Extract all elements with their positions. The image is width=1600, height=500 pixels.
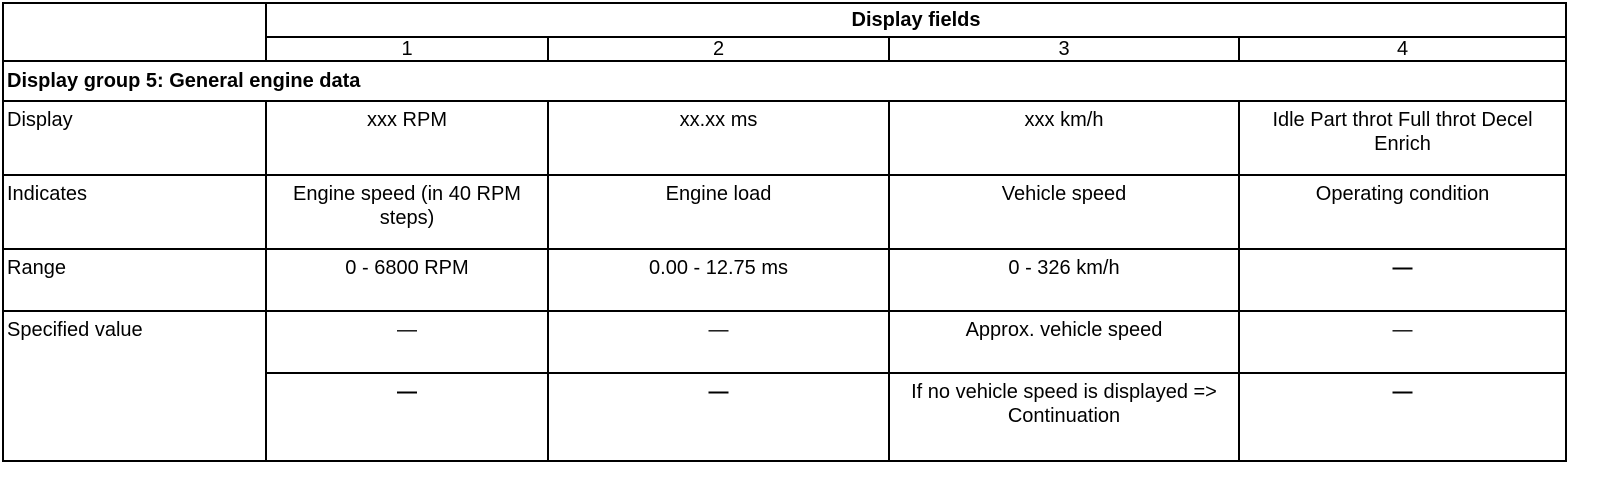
specified-cell-2a: — <box>548 311 889 373</box>
row-label-range: Range <box>3 249 266 311</box>
specified-cell-4b: — <box>1239 373 1566 461</box>
field-number-1: 1 <box>266 37 548 61</box>
table-row <box>3 101 1566 175</box>
table-row <box>3 249 1566 311</box>
display-fields-header: Display fields <box>266 3 1566 37</box>
field-number-2: 2 <box>548 37 889 61</box>
table-row <box>3 311 1566 373</box>
row-label-specified-value: Specified value <box>3 311 266 461</box>
range-cell-1: 0 - 6800 RPM <box>266 249 548 311</box>
specified-cell-1b: — <box>266 373 548 461</box>
display-cell-3: xxx km/h <box>889 101 1239 175</box>
specified-cell-1a: — <box>266 311 548 373</box>
field-number-3: 3 <box>889 37 1239 61</box>
display-group-title: Display group 5: General engine data <box>3 61 1566 101</box>
indicates-cell-3: Vehicle speed <box>889 175 1239 249</box>
display-cell-1: xxx RPM <box>266 101 548 175</box>
group-row <box>3 61 1566 101</box>
engine-data-table <box>2 2 1567 462</box>
specified-cell-4a: — <box>1239 311 1566 373</box>
engine-data-table-wrapper <box>2 2 1567 462</box>
indicates-cell-1: Engine speed (in 40 RPM steps) <box>266 175 548 249</box>
indicates-cell-4: Operating condition <box>1239 175 1566 249</box>
header-row <box>3 3 1566 37</box>
range-cell-2: 0.00 - 12.75 ms <box>548 249 889 311</box>
range-cell-3: 0 - 326 km/h <box>889 249 1239 311</box>
indicates-cell-2: Engine load <box>548 175 889 249</box>
table-row <box>3 175 1566 249</box>
row-label-indicates: Indicates <box>3 175 266 249</box>
display-cell-2: xx.xx ms <box>548 101 889 175</box>
range-cell-4: — <box>1239 249 1566 311</box>
specified-cell-2b: — <box>548 373 889 461</box>
row-label-display: Display <box>3 101 266 175</box>
specified-cell-3a: Approx. vehicle speed <box>889 311 1239 373</box>
specified-cell-3b: If no vehicle speed is displayed => Continuation <box>889 373 1239 461</box>
corner-cell <box>3 3 266 61</box>
display-cell-4: Idle Part throt Full throt Decel Enrich <box>1239 101 1566 175</box>
field-number-4: 4 <box>1239 37 1566 61</box>
